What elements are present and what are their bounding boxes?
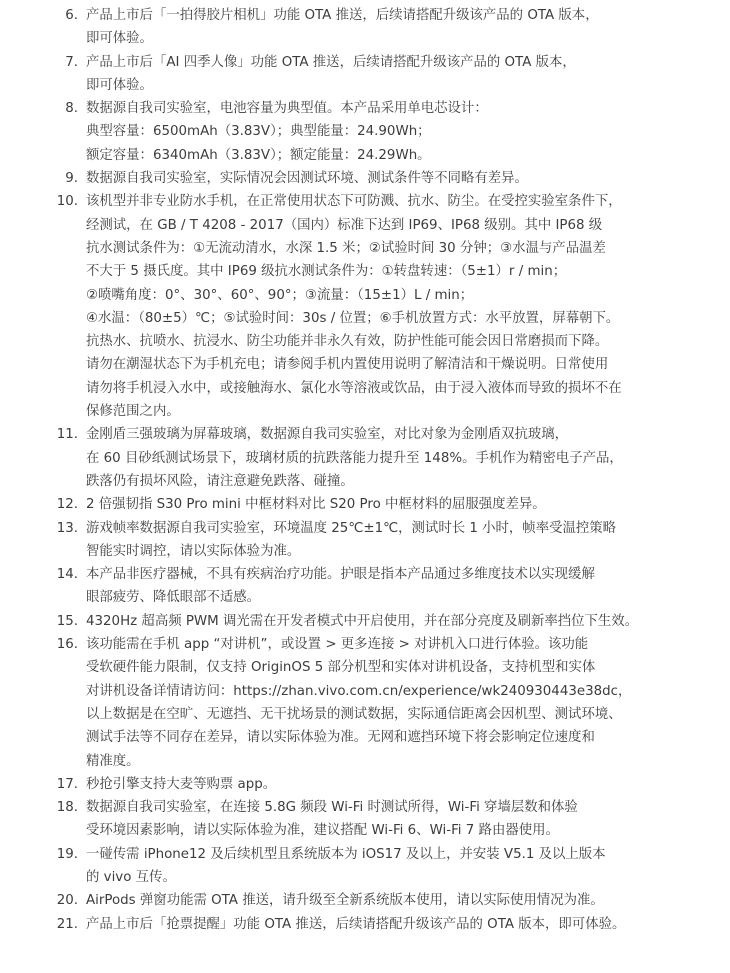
footnote-number: 7.	[65, 54, 78, 70]
footnote-text-line: 额定容量：6340mAh（3.83V）；额定能量：24.29Wh。	[86, 147, 431, 163]
footnote-item	[0, 517, 730, 564]
footnote-text-line: 测试手法等不同存在差异，请以实际体验为准。无网和遮挡环境下将会影响定位速度和	[86, 730, 595, 746]
footnote-item	[0, 913, 730, 936]
footnote-text-line: 4320Hz 超高频 PWM 调光需在开发者模式中开启使用，并在部分亮度及刷新率挡位下生效。	[86, 613, 639, 629]
footnote-number: 8.	[65, 101, 78, 117]
footnote-text-line: 不大于 5 摄氏度。其中 IP69 级抗水测试条件为：①转盘转速：（5±1）r / min；	[86, 264, 567, 280]
footnote-number: 12.	[56, 497, 78, 513]
footnote-number: 21.	[56, 916, 78, 932]
footnote-text-line: 的 vivo 互传。	[86, 869, 176, 885]
footnote-text-line: 精准度。	[86, 753, 140, 769]
footnote-text-line: 数据源自我司实验室，在连接 5.8G 频段 Wi-Fi 时测试所得，Wi-Fi 穿墙层数和体验	[86, 800, 578, 816]
footnote-number: 6.	[65, 8, 78, 23]
footnote-item	[0, 773, 730, 796]
footnote-item	[0, 610, 730, 633]
footnote-text-line: 产品上市后「一拍得胶片相机」功能 OTA 推送，后续请搭配升级该产品的 OTA 版本，	[86, 8, 599, 23]
footnote-number: 9.	[65, 171, 78, 187]
footnote-text-line: 请勿将手机浸入水中，或接触海水、氯化水等溶液或饮品，由于浸入液体而导致的损坏不在	[86, 380, 622, 396]
footnote-number: 19.	[56, 846, 78, 862]
footnote-text-line: 产品上市后「抢票提醒」功能 OTA 推送，后续请搭配升级该产品的 OTA 版本，即可体验。	[86, 916, 626, 932]
footnote-text-line: 请勿在潮湿状态下为手机充电；请参阅手机内置使用说明了解清洁和干燥说明。日常使用	[86, 357, 609, 373]
footnote-text-line: 该功能需在手机 app “对讲机”，或设置 > 更多连接 > 对讲机入口进行体验。该功能	[86, 637, 589, 653]
footnote-item	[0, 167, 730, 190]
footnote-text-line: 对讲机设备详情请访问：https://zhan.vivo.com.cn/experience/wk240930443e38dc，	[86, 683, 632, 699]
footnote-text-line: 数据源自我司实验室，电池容量为典型值。本产品采用单电芯设计：	[86, 101, 488, 117]
footnote-text-line: ④水温：（80±5）℃；⑤试验时间：30s / 位置；⑥手机放置方式：水平放置，屏幕朝下。	[86, 310, 620, 326]
footnote-text-line: 眼部疲劳、降低眼部不适感。	[86, 590, 261, 606]
footnote-text-line: 智能实时调控，请以实际体验为准。	[86, 543, 301, 559]
footnote-text-line: 以上数据是在空旷、无遮挡、无干扰场景的测试数据，实际通信距离会因机型、测试环境、	[86, 706, 622, 722]
footnote-text-line: 经测试，在 GB / T 4208 - 2017（国内）标准下达到 IP69、IP68 级别。其中 IP68 级	[86, 217, 603, 233]
footnote-item	[0, 493, 730, 516]
footnote-number: 14.	[56, 567, 78, 583]
footnote-item	[0, 190, 730, 423]
footnote-text-line: ②喷嘴角度：0°、30°、60°、90°；③流量：（15±1）L / min；	[86, 287, 474, 303]
footnote-number: 15.	[56, 613, 78, 629]
footnote-text-line: 2 倍强韧指 S30 Pro mini 中框材料对比 S20 Pro 中框材料的屈服强度差异。	[86, 497, 546, 513]
footnote-text-line: 数据源自我司实验室，实际情况会因测试环境、测试条件等不同略有差异。	[86, 171, 528, 187]
footnote-item	[0, 889, 730, 912]
footnote-text-line: 该机型并非专业防水手机，在正常使用状态下可防溅、抗水、防尘。在受控实验室条件下，	[86, 194, 622, 210]
footnote-text-line: 即可体验。	[86, 31, 153, 47]
footnote-number: 20.	[56, 893, 78, 909]
footnote-item	[0, 423, 730, 493]
footnote-item	[0, 796, 730, 843]
footnote-text-line: 本产品非医疗器械，不具有疾病治疗功能。护眼是指本产品通过多维度技术以实现缓解	[86, 567, 595, 583]
footnote-text-line: 秒抢引擎支持大麦等购票 app。	[86, 776, 277, 792]
footnote-text-line: 保修范围之内。	[86, 404, 180, 420]
footnote-text-line: 即可体验。	[86, 77, 153, 93]
footnote-text-line: 典型容量：6500mAh（3.83V）；典型能量：24.90Wh；	[86, 124, 431, 140]
footnote-item	[0, 4, 730, 51]
footnote-number: 13.	[56, 520, 78, 536]
footnote-item	[0, 843, 730, 890]
footnote-text-line: 在 60 目砂纸测试场景下，玻璃材质的抗跌落能力提升至 148%。手机作为精密电子产品，	[86, 450, 623, 466]
footnote-text-line: 受环境因素影响，请以实际体验为准，建议搭配 Wi-Fi 6、Wi-Fi 7 路由器使用。	[86, 823, 559, 839]
footnote-item	[0, 563, 730, 610]
footnote-number: 16.	[56, 637, 78, 653]
footnote-text-line: 游戏帧率数据源自我司实验室，环境温度 25℃±1℃，测试时长 1 小时，帧率受温控策略	[86, 520, 617, 536]
footnote-number: 10.	[56, 194, 78, 210]
footnote-item	[0, 51, 730, 98]
footnote-text-line: 一碰传需 iPhone12 及后续机型且系统版本为 iOS17 及以上，并安装 V5.1 及以上版本	[86, 846, 606, 862]
footnote-text-line: 抗热水、抗喷水、抗浸水、防尘功能并非永久有效，防护性能可能会因日常磨损而下降。	[86, 334, 609, 350]
footnote-number: 17.	[56, 776, 78, 792]
footnote-text-line: 跌落仍有损坏风险，请注意避免跌落、碰撞。	[86, 473, 354, 489]
footnote-text-line: 金刚盾三强玻璃为屏幕玻璃，数据源自我司实验室，对比对象为金刚盾双抗玻璃，	[86, 427, 569, 443]
footnote-text-line: AirPods 弹窗功能需 OTA 推送，请升级至全新系统版本使用，请以实际使用情况为准。	[86, 893, 604, 909]
footnote-number: 11.	[56, 427, 78, 443]
footnote-number: 18.	[56, 800, 78, 816]
footnote-text-line: 产品上市后「AI 四季人像」功能 OTA 推送，后续请搭配升级该产品的 OTA 版本，	[86, 54, 576, 70]
footnote-text-line: 抗水测试条件为：①无流动清水，水深 1.5 米；②试验时间 30 分钟；③水温与产品温差	[86, 240, 606, 256]
footnote-item	[0, 633, 730, 773]
footnote-text-line: 受软硬件能力限制，仅支持 OriginOS 5 部分机型和实体对讲机设备，支持机型和实体	[86, 660, 596, 676]
footnote-item	[0, 97, 730, 167]
